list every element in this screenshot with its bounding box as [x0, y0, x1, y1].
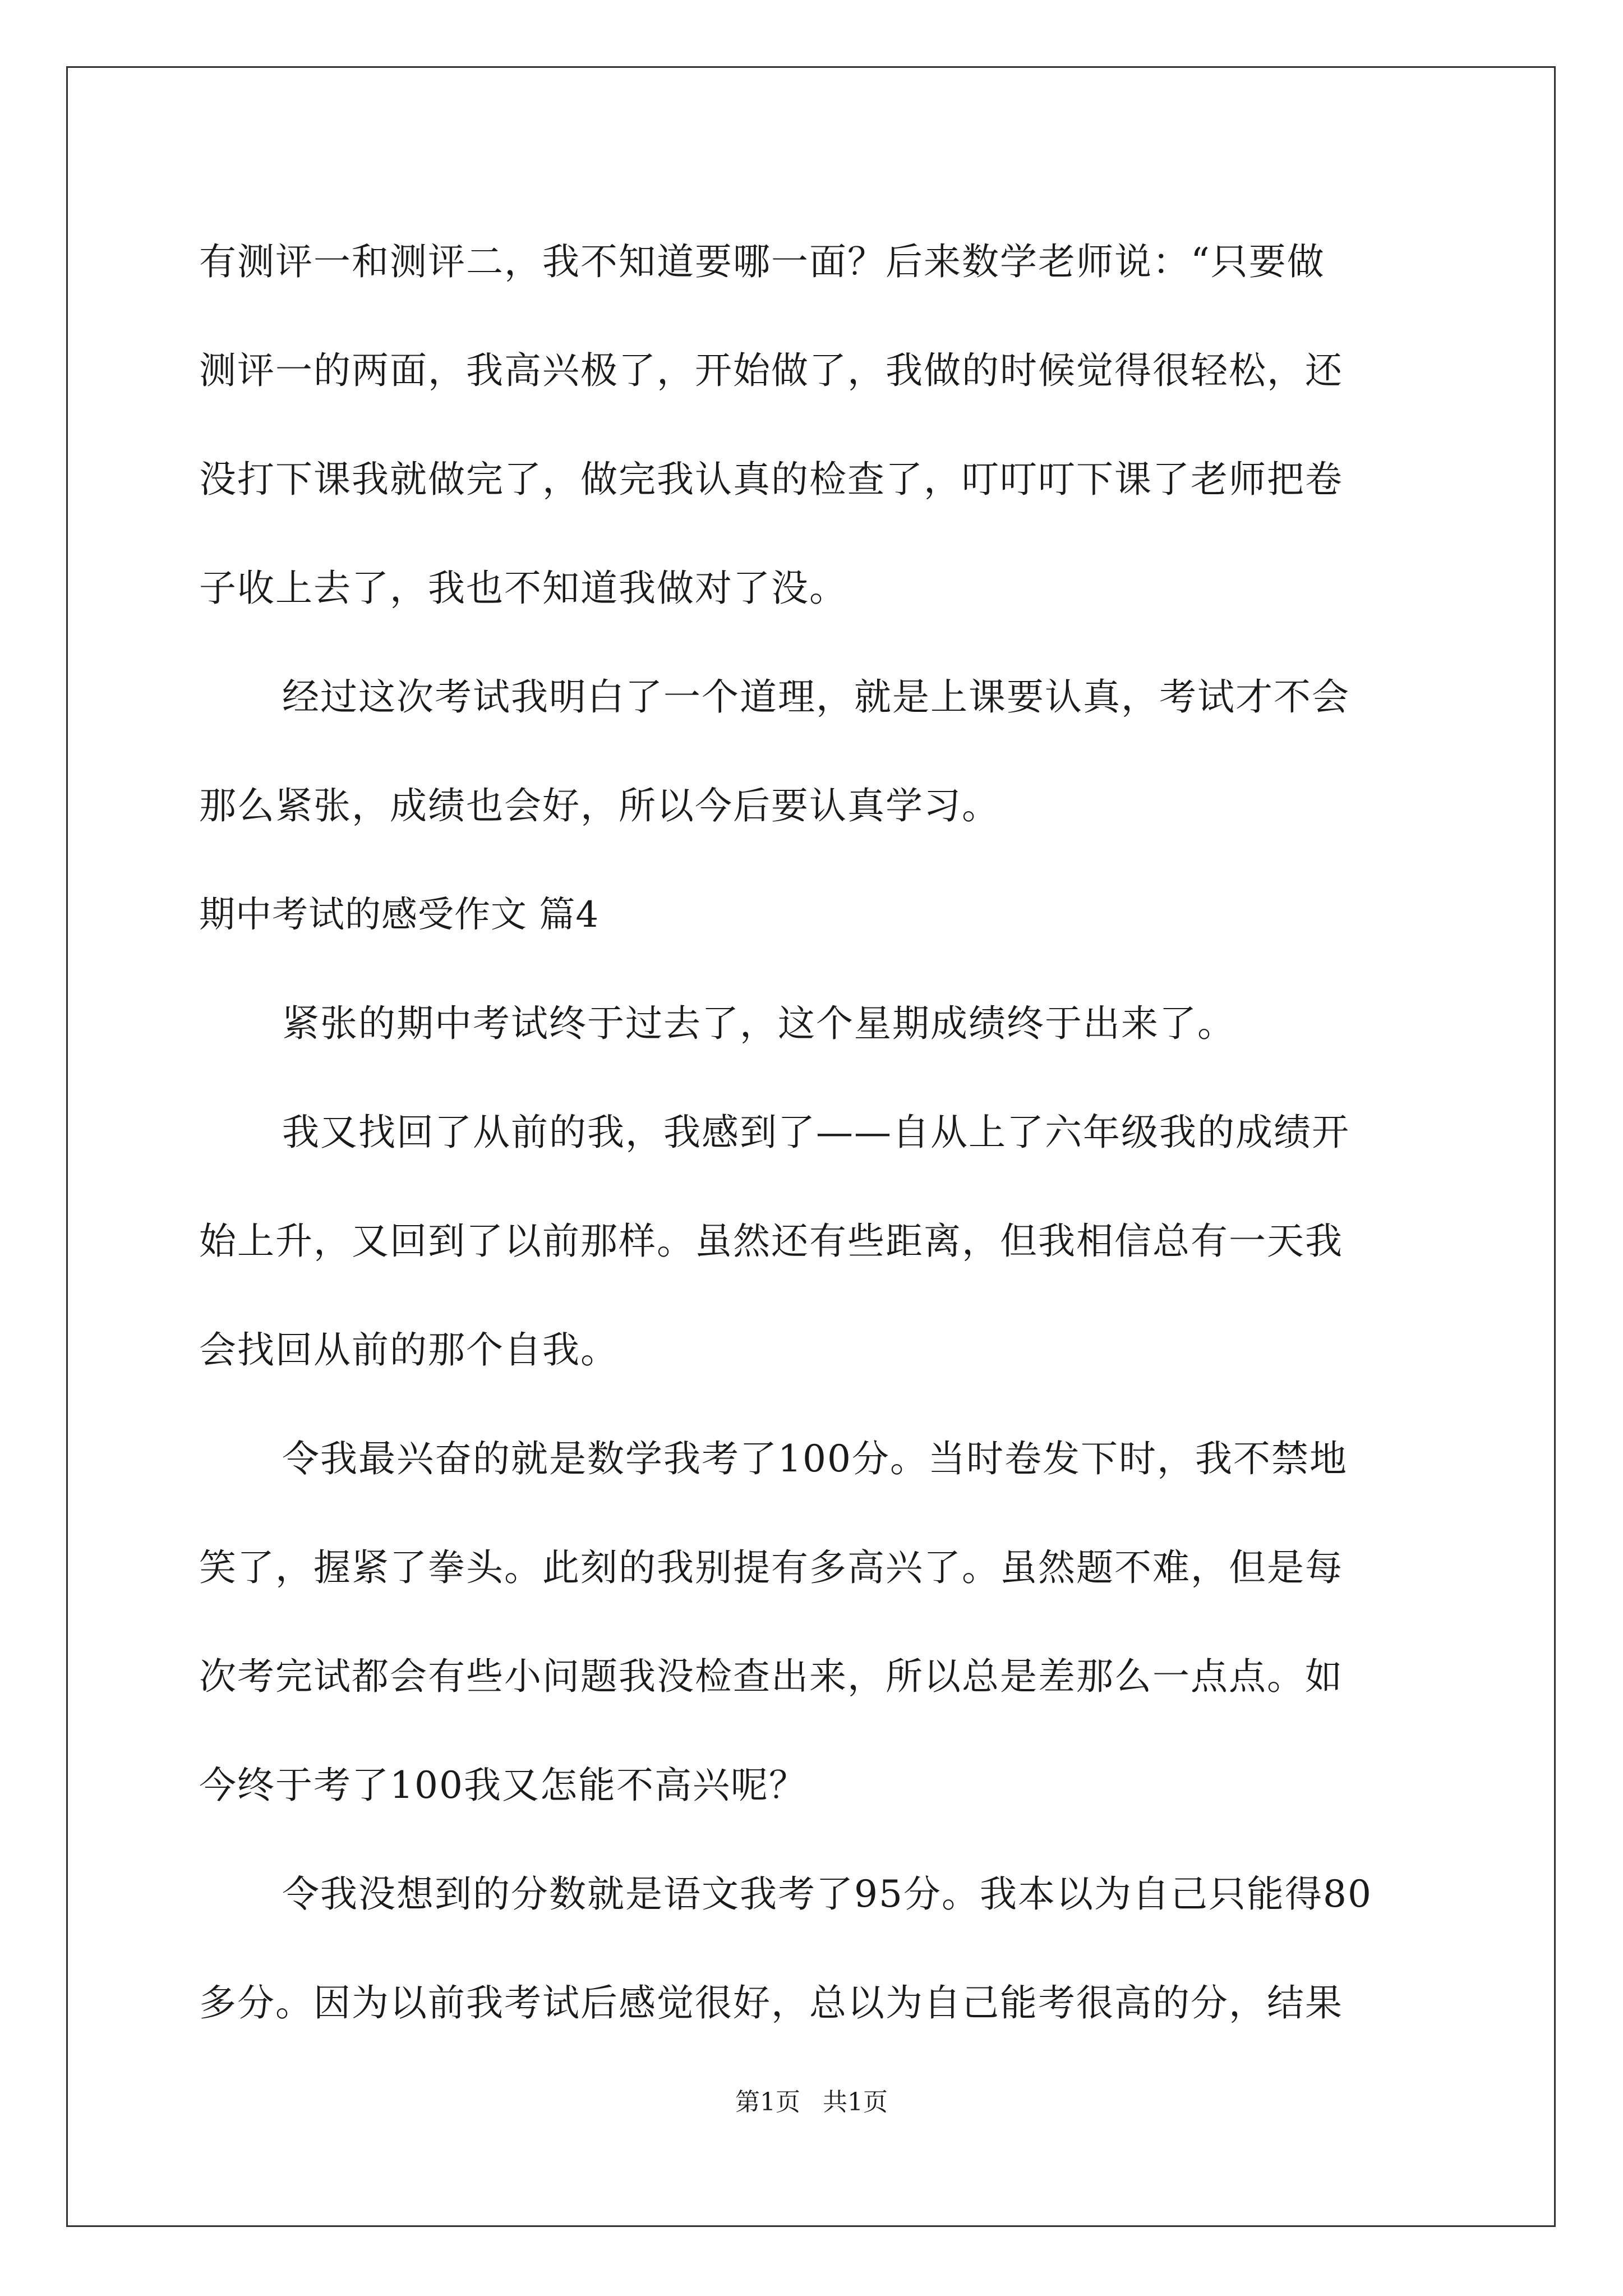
text-line: 没打下课我就做完了，做完我认真的检查了，叮叮叮下课了老师把卷	[199, 458, 1343, 501]
text-line: 今终于考了100我又怎能不高兴呢？	[199, 1764, 807, 1807]
page-number: 第1页	[735, 2088, 800, 2116]
section-heading: 期中考试的感受作文 篇4	[199, 894, 600, 936]
document-body	[199, 208, 1433, 2058]
text-line: 子收上去了，我也不知道我做对了没。	[199, 567, 847, 610]
text-line: 那么紧张，成绩也会好，所以今后要认真学习。	[199, 784, 1000, 827]
text-line: 次考完试都会有些小问题我没检查出来，所以总是差那么一点点。如	[199, 1655, 1343, 1698]
text-line: 有测评一和测评二，我不知道要哪一面？后来数学老师说：“只要做	[199, 240, 1325, 283]
paragraph-start-line: 令我没想到的分数就是语文我考了95分。我本以为自己只能得80	[282, 1872, 1372, 1916]
text-line: 笑了，握紧了拳头。此刻的我别提有多高兴了。虽然题不难，但是每	[199, 1546, 1343, 1589]
paragraph-start-line: 经过这次考试我明白了一个道理，就是上课要认真，考试才不会	[282, 675, 1350, 719]
page-footer	[0, 2086, 1623, 2119]
paragraph-start-line: 紧张的期中考试终于过去了，这个星期成绩终于出来了。	[282, 1002, 1235, 1045]
text-line: 测评一的两面，我高兴极了，开始做了，我做的时候觉得很轻松，还	[199, 349, 1343, 392]
text-line: 始上升，又回到了以前那样。虽然还有些距离，但我相信总有一天我	[199, 1220, 1343, 1263]
text-line: 多分。因为以前我考试后感觉很好，总以为自己能考很高的分，结果	[199, 1981, 1343, 2024]
paragraph-start-line: 我又找回了从前的我，我感到了——自从上了六年级我的成绩开	[282, 1111, 1350, 1154]
text-line: 会找回从前的那个自我。	[199, 1328, 619, 1372]
page-total: 共1页	[823, 2088, 888, 2116]
paragraph-start-line: 令我最兴奋的就是数学我考了100分。当时卷发下时，我不禁地	[282, 1437, 1348, 1480]
